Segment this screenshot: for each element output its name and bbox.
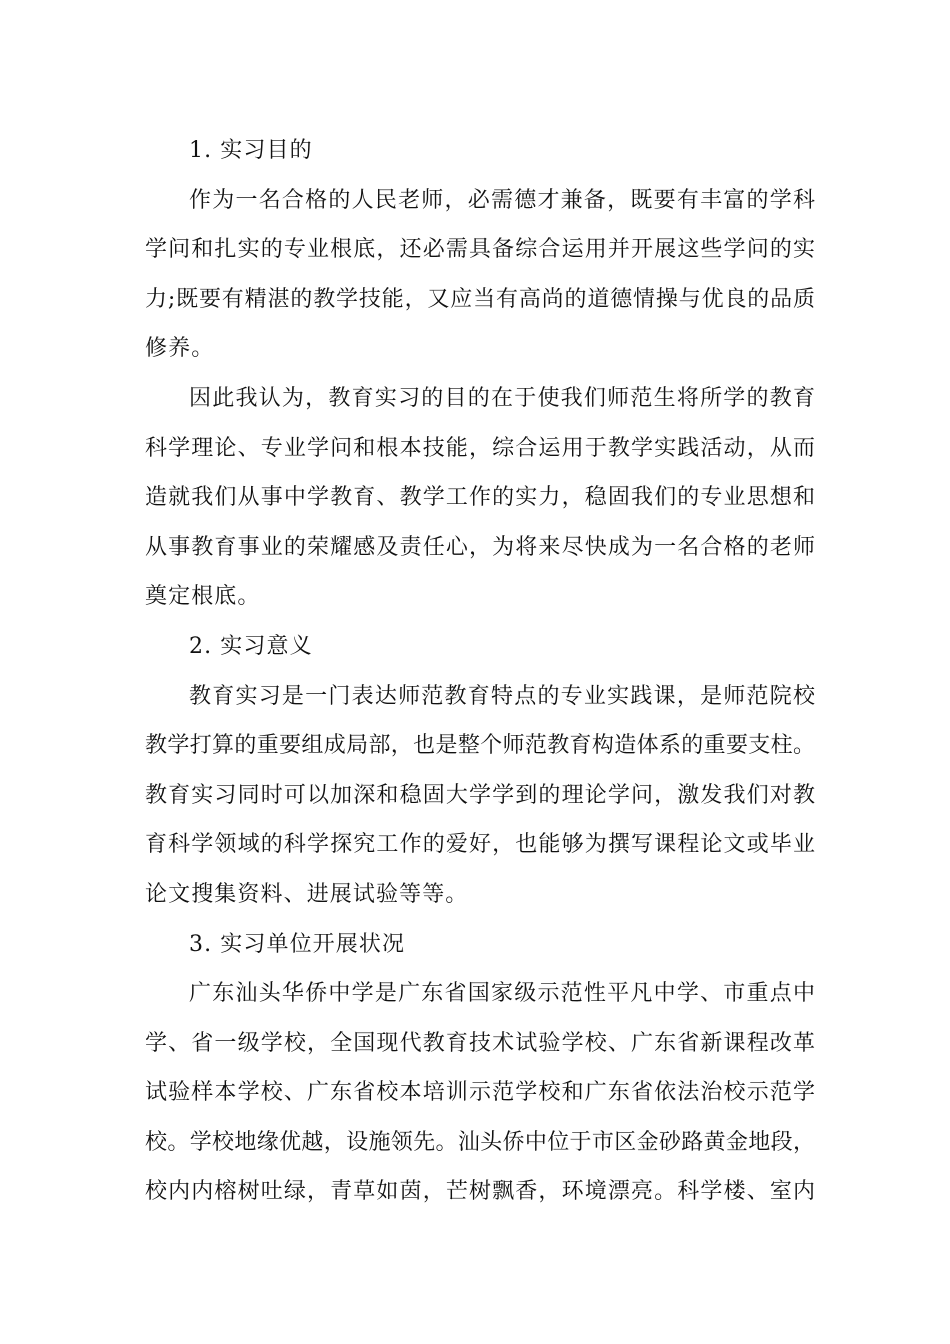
document-body: [145, 126, 815, 1217]
paragraph-line: 力;既要有精湛的教学技能，又应当有高尚的道德情操与优良的品质: [145, 286, 815, 312]
paragraph-line: 教育实习同时可以加深和稳固大学学到的理论学问，激发我们对教: [145, 782, 815, 808]
section-heading-significance: 2. 实习意义: [189, 633, 313, 659]
section-heading-unit-status: 3. 实习单位开展状况: [189, 931, 406, 957]
paragraph-line: 学问和扎实的专业根底，还必需具备综合运用并开展这些学问的实: [145, 237, 815, 263]
paragraph-line: 校。学校地缘优越，设施领先。汕头侨中位于市区金砂路黄金地段，: [145, 1129, 815, 1155]
paragraph-line: 从事教育事业的荣耀感及责任心，为将来尽快成为一名合格的老师: [145, 534, 815, 560]
paragraph-line: 修养。: [145, 336, 215, 362]
paragraph-line: 奠定根底。: [145, 584, 261, 610]
paragraph-line: 广东汕头华侨中学是广东省国家级示范性平凡中学、市重点中: [189, 981, 815, 1007]
paragraph-line: 教育实习是一门表达师范教育特点的专业实践课，是师范院校: [189, 683, 815, 709]
paragraph-line: 校内内榕树吐绿，青草如茵，芒树飘香，环境漂亮。科学楼、室内: [145, 1179, 815, 1205]
paragraph-line: 作为一名合格的人民老师，必需德才兼备，既要有丰富的学科: [189, 187, 815, 213]
paragraph-line: 科学理论、专业学问和根本技能，综合运用于教学实践活动，从而: [145, 435, 815, 461]
paragraph-line: 因此我认为，教育实习的目的在于使我们师范生将所学的教育: [189, 385, 815, 411]
paragraph-line: 学、省一级学校，全国现代教育技术试验学校、广东省新课程改革: [145, 1030, 815, 1056]
paragraph-line: 试验样本学校、广东省校本培训示范学校和广东省依法治校示范学: [145, 1080, 815, 1106]
section-heading-purpose: 1. 实习目的: [189, 138, 313, 163]
paragraph-line: 造就我们从事中学教育、教学工作的实力，稳固我们的专业思想和: [145, 485, 815, 511]
paragraph-line: 育科学领域的科学探究工作的爱好，也能够为撰写课程论文或毕业: [145, 832, 815, 858]
paragraph-line: 论文搜集资料、进展试验等等。: [145, 881, 469, 907]
paragraph-line: 教学打算的重要组成局部，也是整个师范教育构造体系的重要支柱。: [145, 733, 815, 759]
